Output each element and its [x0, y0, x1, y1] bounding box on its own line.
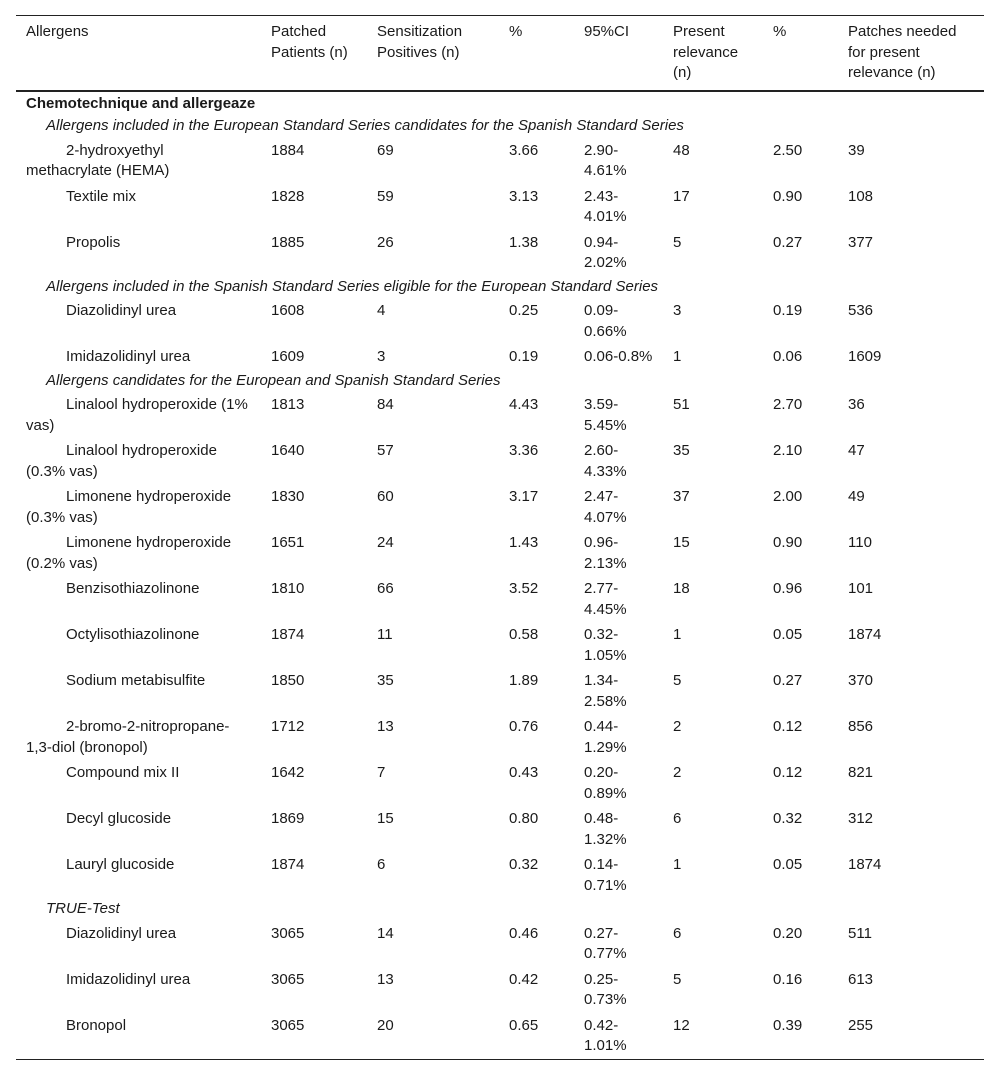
header-present-relevance: Present relevance (n) [673, 23, 739, 81]
cell-relevance-percent: 0.19 [773, 302, 803, 319]
cell-allergen [16, 852, 261, 898]
cell-ci: 0.25-0.73% [584, 970, 627, 1008]
cell-ci: 2.43-4.01% [584, 187, 627, 225]
cell-relevance: 1 [673, 626, 682, 643]
cell-relevance: 2 [673, 718, 682, 735]
allergen-name: Benzisothiazolinone [66, 580, 200, 597]
allergen-name: Limonene hydroperoxide (0.3% vas) [26, 488, 232, 526]
cell-positives: 84 [377, 396, 394, 413]
cell-patched: 1828 [271, 187, 305, 205]
table-row [16, 967, 984, 1013]
table-row [16, 921, 984, 967]
cell-relevance: 12 [673, 1016, 690, 1034]
cell-ci: 0.09-0.66% [584, 302, 627, 340]
cell-allergen [16, 344, 261, 370]
cell-allergen [16, 184, 261, 230]
cell-relevance-percent: 0.06 [773, 348, 803, 365]
cell-allergen [16, 484, 261, 530]
cell-ci: 0.48-1.32% [584, 810, 627, 848]
cell-relevance-percent: 2.10 [773, 442, 803, 459]
cell-relevance: 48 [673, 141, 690, 159]
cell-positives: 60 [377, 488, 394, 505]
table-row [16, 230, 984, 276]
table-row [16, 484, 984, 530]
cell-allergen [16, 967, 261, 1013]
cell-percent: 0.42 [509, 970, 539, 988]
table-row [16, 714, 984, 760]
section-title: Allergens included in the European Standard Series candidates for the Spanish Standard Series [46, 117, 684, 134]
cell-relevance: 37 [673, 488, 690, 505]
header-percent: % [509, 23, 523, 40]
cell-ci: 2.47-4.07% [584, 488, 627, 526]
cell-patched: 3065 [271, 924, 305, 942]
cell-patches-needed: 377 [848, 233, 874, 251]
header-patched-patients: Patched Patients (n) [271, 23, 348, 61]
cell-relevance: 2 [673, 764, 682, 781]
cell-positives: 69 [377, 141, 394, 159]
cell-ci: 2.60-4.33% [584, 442, 627, 480]
header-patches-needed: Patches needed for present relevance (n) [848, 23, 957, 81]
header-allergens: Allergens [26, 23, 89, 40]
table-row [16, 344, 984, 370]
allergen-name: Bronopol [66, 1016, 127, 1034]
cell-patches-needed: 1874 [848, 856, 882, 873]
cell-patched: 1885 [271, 233, 305, 251]
cell-allergen [16, 921, 261, 967]
header-ci: 95%CI [584, 23, 630, 40]
cell-percent: 1.89 [509, 672, 539, 689]
allergen-name: Diazolidinyl urea [66, 302, 177, 319]
cell-patched: 3065 [271, 1016, 305, 1034]
allergen-name: Lauryl glucoside [66, 856, 175, 873]
cell-patched: 1609 [271, 348, 305, 365]
cell-relevance-percent: 0.16 [773, 970, 803, 988]
cell-relevance-percent: 0.05 [773, 626, 803, 643]
cell-percent: 0.65 [509, 1016, 539, 1034]
cell-allergen [16, 668, 261, 714]
table-row [16, 1013, 984, 1060]
cell-positives: 14 [377, 924, 394, 942]
table-body [16, 91, 984, 1060]
allergen-name: Octylisothiazolinone [66, 626, 200, 643]
cell-patches-needed: 312 [848, 810, 874, 827]
cell-allergen [16, 714, 261, 760]
table-row [16, 438, 984, 484]
cell-percent: 1.38 [509, 233, 539, 251]
cell-relevance-percent: 0.39 [773, 1016, 803, 1034]
cell-allergen [16, 392, 261, 438]
cell-relevance-percent: 0.27 [773, 233, 803, 251]
cell-relevance: 51 [673, 396, 690, 413]
cell-ci: 0.32-1.05% [584, 626, 627, 664]
allergen-name: Limonene hydroperoxide (0.2% vas) [26, 534, 232, 572]
allergen-name: Compound mix II [66, 764, 180, 781]
cell-patches-needed: 101 [848, 580, 874, 597]
cell-ci: 0.06-0.8% [584, 348, 653, 365]
cell-relevance: 15 [673, 534, 690, 551]
cell-percent: 1.43 [509, 534, 539, 551]
section-title: TRUE-Test [46, 900, 120, 917]
cell-positives: 59 [377, 187, 394, 205]
cell-percent: 3.66 [509, 141, 539, 159]
cell-positives: 11 [377, 626, 393, 643]
cell-percent: 3.52 [509, 580, 539, 597]
cell-relevance: 3 [673, 302, 682, 319]
cell-positives: 66 [377, 580, 394, 597]
group-row [16, 91, 984, 116]
cell-percent: 0.76 [509, 718, 539, 735]
cell-percent: 0.32 [509, 856, 539, 873]
cell-patches-needed: 110 [848, 534, 872, 551]
group-title: Chemotechnique and allergeaze [26, 94, 256, 112]
allergen-name: Propolis [66, 233, 121, 251]
cell-percent: 0.43 [509, 764, 539, 781]
cell-patches-needed: 108 [848, 187, 874, 205]
cell-patched: 1642 [271, 764, 305, 781]
section-row [16, 898, 984, 921]
cell-ci: 1.34-2.58% [584, 672, 627, 710]
cell-percent: 0.19 [509, 348, 539, 365]
cell-relevance: 1 [673, 856, 682, 873]
table-row [16, 622, 984, 668]
cell-positives: 6 [377, 856, 386, 873]
cell-allergen [16, 138, 261, 184]
cell-allergen [16, 530, 261, 576]
cell-allergen [16, 298, 261, 344]
cell-relevance-percent: 0.27 [773, 672, 803, 689]
table-row [16, 668, 984, 714]
cell-patched: 1869 [271, 810, 305, 827]
cell-patches-needed: 536 [848, 302, 874, 319]
cell-relevance-percent: 0.20 [773, 924, 803, 942]
cell-ci: 0.27-0.77% [584, 924, 627, 962]
table-row [16, 760, 984, 806]
section-title: Allergens included in the Spanish Standard Series eligible for the European Standard Series [46, 277, 659, 295]
cell-patched: 1813 [271, 396, 305, 413]
cell-patched: 1830 [271, 488, 305, 505]
cell-positives: 20 [377, 1016, 394, 1034]
cell-relevance-percent: 0.12 [773, 764, 803, 781]
header-relevance-percent: % [773, 23, 787, 40]
cell-patches-needed: 39 [848, 141, 865, 159]
cell-patched: 1850 [271, 672, 305, 689]
table-row [16, 138, 984, 184]
cell-ci: 0.20-0.89% [584, 764, 627, 802]
allergen-name: Linalool hydroperoxide (0.3% vas) [26, 442, 217, 480]
cell-patched: 1810 [271, 580, 305, 597]
allergen-name: Decyl glucoside [66, 810, 172, 827]
table-row [16, 852, 984, 898]
cell-patched: 1874 [271, 626, 305, 643]
cell-relevance: 18 [673, 580, 690, 597]
table-row [16, 530, 984, 576]
cell-relevance-percent: 0.05 [773, 856, 803, 873]
table-row [16, 576, 984, 622]
cell-percent: 0.25 [509, 302, 539, 319]
cell-relevance: 5 [673, 970, 682, 988]
cell-allergen [16, 230, 261, 276]
cell-relevance-percent: 0.32 [773, 810, 803, 827]
cell-positives: 13 [377, 970, 394, 988]
cell-relevance-percent: 2.70 [773, 396, 803, 413]
cell-relevance: 6 [673, 924, 682, 942]
cell-patches-needed: 821 [848, 764, 874, 781]
header-sensitization-positives: Sensitization Positives (n) [377, 23, 463, 61]
allergen-name: Textile mix [66, 187, 137, 205]
table-header [16, 16, 984, 91]
cell-percent: 0.80 [509, 810, 539, 827]
table-row [16, 392, 984, 438]
cell-patches-needed: 36 [848, 396, 865, 413]
cell-ci: 3.59-5.45% [584, 396, 627, 434]
cell-percent: 0.58 [509, 626, 539, 643]
table-row [16, 184, 984, 230]
cell-relevance: 1 [673, 348, 682, 365]
allergen-name: 2-bromo-2-nitropropane-1,3-diol (bronopol) [26, 718, 230, 756]
cell-relevance: 6 [673, 810, 682, 827]
cell-positives: 57 [377, 442, 394, 459]
cell-patches-needed: 511 [848, 924, 872, 942]
cell-patched: 1608 [271, 302, 305, 319]
allergen-name: Imidazolidinyl urea [66, 348, 191, 365]
cell-patches-needed: 1609 [848, 348, 882, 365]
cell-relevance: 35 [673, 442, 690, 459]
cell-percent: 4.43 [509, 396, 539, 413]
cell-percent: 3.13 [509, 187, 539, 205]
cell-percent: 3.36 [509, 442, 539, 459]
allergen-name: 2-hydroxyethyl methacrylate (HEMA) [26, 141, 170, 179]
cell-positives: 13 [377, 718, 394, 735]
table-container [16, 15, 984, 1060]
cell-patches-needed: 856 [848, 718, 874, 735]
cell-allergen [16, 576, 261, 622]
table-row [16, 806, 984, 852]
cell-relevance-percent: 0.90 [773, 187, 803, 205]
cell-relevance-percent: 0.90 [773, 534, 803, 551]
cell-relevance: 5 [673, 672, 682, 689]
cell-positives: 26 [377, 233, 394, 251]
cell-relevance: 17 [673, 187, 690, 205]
cell-patches-needed: 255 [848, 1016, 874, 1034]
cell-ci: 2.77-4.45% [584, 580, 627, 618]
cell-patched: 1884 [271, 141, 305, 159]
cell-ci: 0.14-0.71% [584, 856, 627, 894]
cell-patches-needed: 49 [848, 488, 865, 505]
table-row [16, 298, 984, 344]
cell-ci: 0.44-1.29% [584, 718, 627, 756]
cell-percent: 3.17 [509, 488, 539, 505]
cell-patched: 1640 [271, 442, 305, 459]
section-row [16, 370, 984, 393]
allergen-name: Diazolidinyl urea [66, 924, 177, 942]
cell-patched: 1712 [271, 718, 305, 735]
cell-ci: 2.90-4.61% [584, 141, 627, 179]
allergen-name: Imidazolidinyl urea [66, 970, 191, 988]
allergen-name: Sodium metabisulfite [66, 672, 206, 689]
cell-patched: 1651 [271, 534, 305, 551]
cell-relevance: 5 [673, 233, 682, 251]
allergen-table [16, 15, 984, 1060]
cell-ci: 0.42-1.01% [584, 1016, 627, 1054]
cell-relevance-percent: 2.50 [773, 141, 803, 159]
cell-ci: 0.94-2.02% [584, 233, 627, 271]
section-row [16, 115, 984, 138]
cell-positives: 24 [377, 534, 394, 551]
cell-relevance-percent: 2.00 [773, 488, 803, 505]
cell-patches-needed: 47 [848, 442, 865, 459]
cell-relevance-percent: 0.12 [773, 718, 803, 735]
cell-positives: 3 [377, 348, 386, 365]
section-row [16, 276, 984, 299]
cell-allergen [16, 806, 261, 852]
cell-positives: 15 [377, 810, 394, 827]
cell-positives: 35 [377, 672, 394, 689]
cell-patches-needed: 1874 [848, 626, 882, 643]
cell-patches-needed: 370 [848, 672, 874, 689]
cell-allergen [16, 760, 261, 806]
cell-patches-needed: 613 [848, 970, 874, 988]
cell-percent: 0.46 [509, 924, 539, 942]
allergen-name: Linalool hydroperoxide (1% vas) [26, 396, 248, 434]
cell-allergen [16, 622, 261, 668]
cell-relevance-percent: 0.96 [773, 580, 803, 597]
header-row [16, 16, 984, 91]
cell-patched: 3065 [271, 970, 305, 988]
cell-patched: 1874 [271, 856, 305, 873]
cell-positives: 4 [377, 302, 386, 319]
cell-allergen [16, 438, 261, 484]
cell-allergen [16, 1013, 261, 1060]
cell-ci: 0.96-2.13% [584, 534, 627, 572]
section-title: Allergens candidates for the European and Spanish Standard Series [46, 371, 501, 389]
cell-positives: 7 [377, 764, 386, 781]
